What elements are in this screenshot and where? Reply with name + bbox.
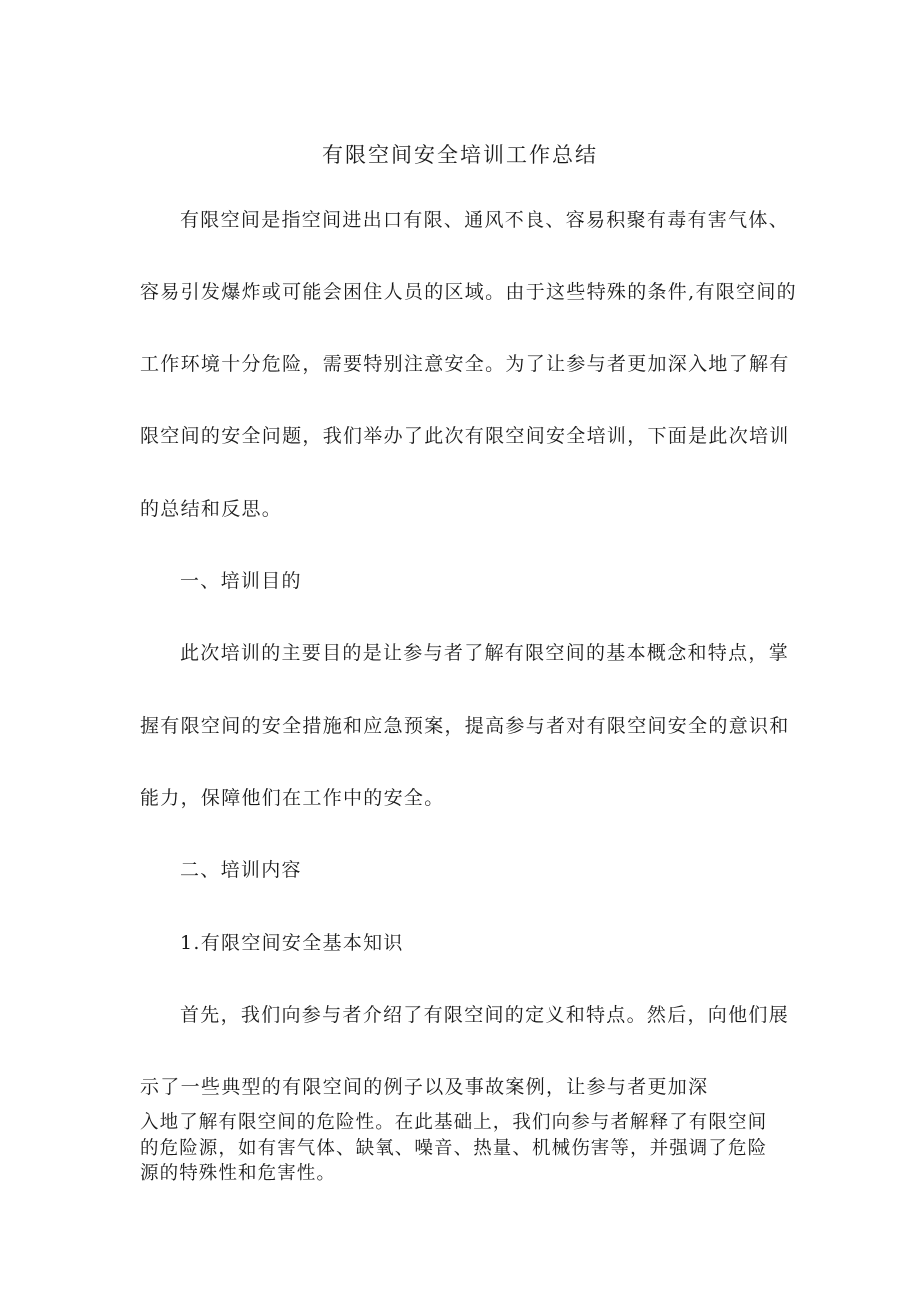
document-title: 有限空间安全培训工作总结 — [322, 143, 598, 167]
paragraph-line: 源的特殊性和危害性。 — [140, 1163, 337, 1184]
paragraph-line: 入地了解有限空间的危险性。在此基础上，我们向参与者解释了有限空间 — [140, 1112, 768, 1133]
paragraph-line: 握有限空间的安全措施和应急预案，提高参与者对有限空间安全的意识和 — [140, 715, 790, 737]
paragraph-line: 能力，保障他们在工作中的安全。 — [140, 787, 445, 809]
paragraph-line: 此次培训的主要目的是让参与者了解有限空间的基本概念和特点，掌 — [180, 642, 790, 664]
paragraph-line: 的危险源，如有害气体、缺氧、噪音、热量、机械伤害等，并强调了危险 — [140, 1138, 768, 1159]
paragraph-line: 工作环境十分危险，需要特别注意安全。为了让参与者更加深入地了解有 — [140, 353, 790, 375]
paragraph-line: 首先，我们向参与者介绍了有限空间的定义和特点。然后，向他们展 — [180, 1004, 790, 1026]
paragraph-line: 的总结和反思。 — [140, 498, 283, 520]
section-heading-purpose: 一、培训目的 — [180, 570, 302, 592]
section-heading-content: 二、培训内容 — [180, 859, 302, 881]
paragraph-line: 限空间的安全问题，我们举办了此次有限空间安全培训，下面是此次培训 — [140, 425, 790, 447]
paragraph-line: 有限空间是指空间进出口有限、通风不良、容易积聚有毒有害气体、 — [180, 209, 790, 231]
subsection-heading-basics: 1.有限空间安全基本知识 — [180, 932, 404, 954]
paragraph-line: 示了一些典型的有限空间的例子以及事故案例，让参与者更加深 — [140, 1076, 709, 1098]
paragraph-line: 容易引发爆炸或可能会困住人员的区域。由于这些特殊的条件,有限空间的 — [140, 281, 797, 303]
